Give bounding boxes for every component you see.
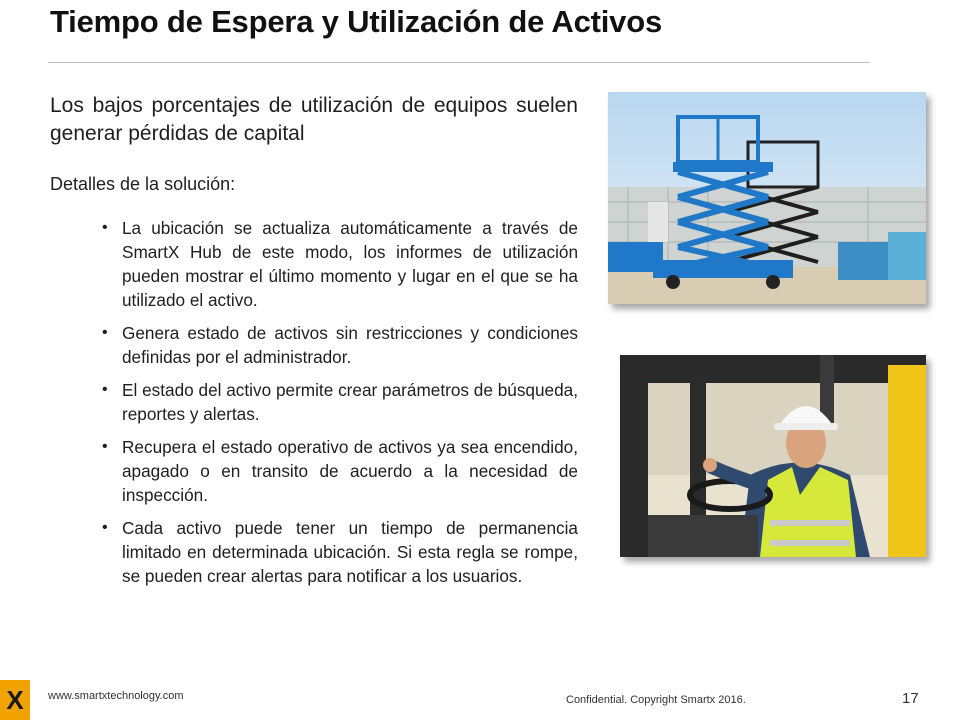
bullet-dot: • — [102, 438, 108, 455]
bullet-item — [96, 321, 578, 369]
lead-text: Los bajos porcentajes de utilización de equipos suelen generar pérdidas de capital — [50, 94, 578, 145]
forklift-operator-illustration — [620, 355, 926, 557]
scissor-lifts-photo — [608, 92, 926, 304]
bullet-item — [96, 516, 578, 588]
bullet-text: Recupera el estado operativo de activos ya sea encendido, apagado o en transito de acuerdo a la necesidad de inspección. — [122, 437, 578, 505]
bullet-text: Genera estado de activos sin restricciones y condiciones definidas por el administrador. — [122, 323, 578, 367]
forklift-operator-photo — [620, 355, 926, 557]
bullet-dot: • — [102, 381, 108, 398]
bullet-dot: • — [102, 219, 108, 236]
logo-letter: X — [6, 684, 24, 715]
website-link[interactable]: www.smartxtechnology.com — [48, 690, 184, 702]
bullet-text: La ubicación se actualiza automáticamente a través de SmartX Hub de este modo, los informes de utilización pueden mostrar el último momento y lugar en el que se ha utilizado el activo. — [122, 218, 578, 310]
smartx-logo — [0, 680, 30, 720]
scissor-lifts-illustration — [608, 92, 926, 304]
confidential-notice: Confidential. Copyright Smartx 2016. — [566, 694, 746, 706]
page-number: 17 — [902, 690, 919, 707]
bullet-text: El estado del activo permite crear parámetros de búsqueda, reportes y alertas. — [122, 380, 578, 424]
title-divider — [48, 62, 870, 63]
bullet-item — [96, 216, 578, 312]
bullet-list — [96, 216, 578, 597]
slide-title: Tiempo de Espera y Utilización de Activos — [50, 4, 662, 39]
bullet-item — [96, 435, 578, 507]
bullet-text: Cada activo puede tener un tiempo de permanencia limitado en determinada ubicación. Si esta regla se rompe, se pueden crear alertas para notificar a los usuarios. — [122, 518, 578, 586]
bullet-item — [96, 378, 578, 426]
bullet-dot: • — [102, 324, 108, 341]
bullet-dot: • — [102, 519, 108, 536]
details-heading: Detalles de la solución: — [50, 174, 236, 194]
